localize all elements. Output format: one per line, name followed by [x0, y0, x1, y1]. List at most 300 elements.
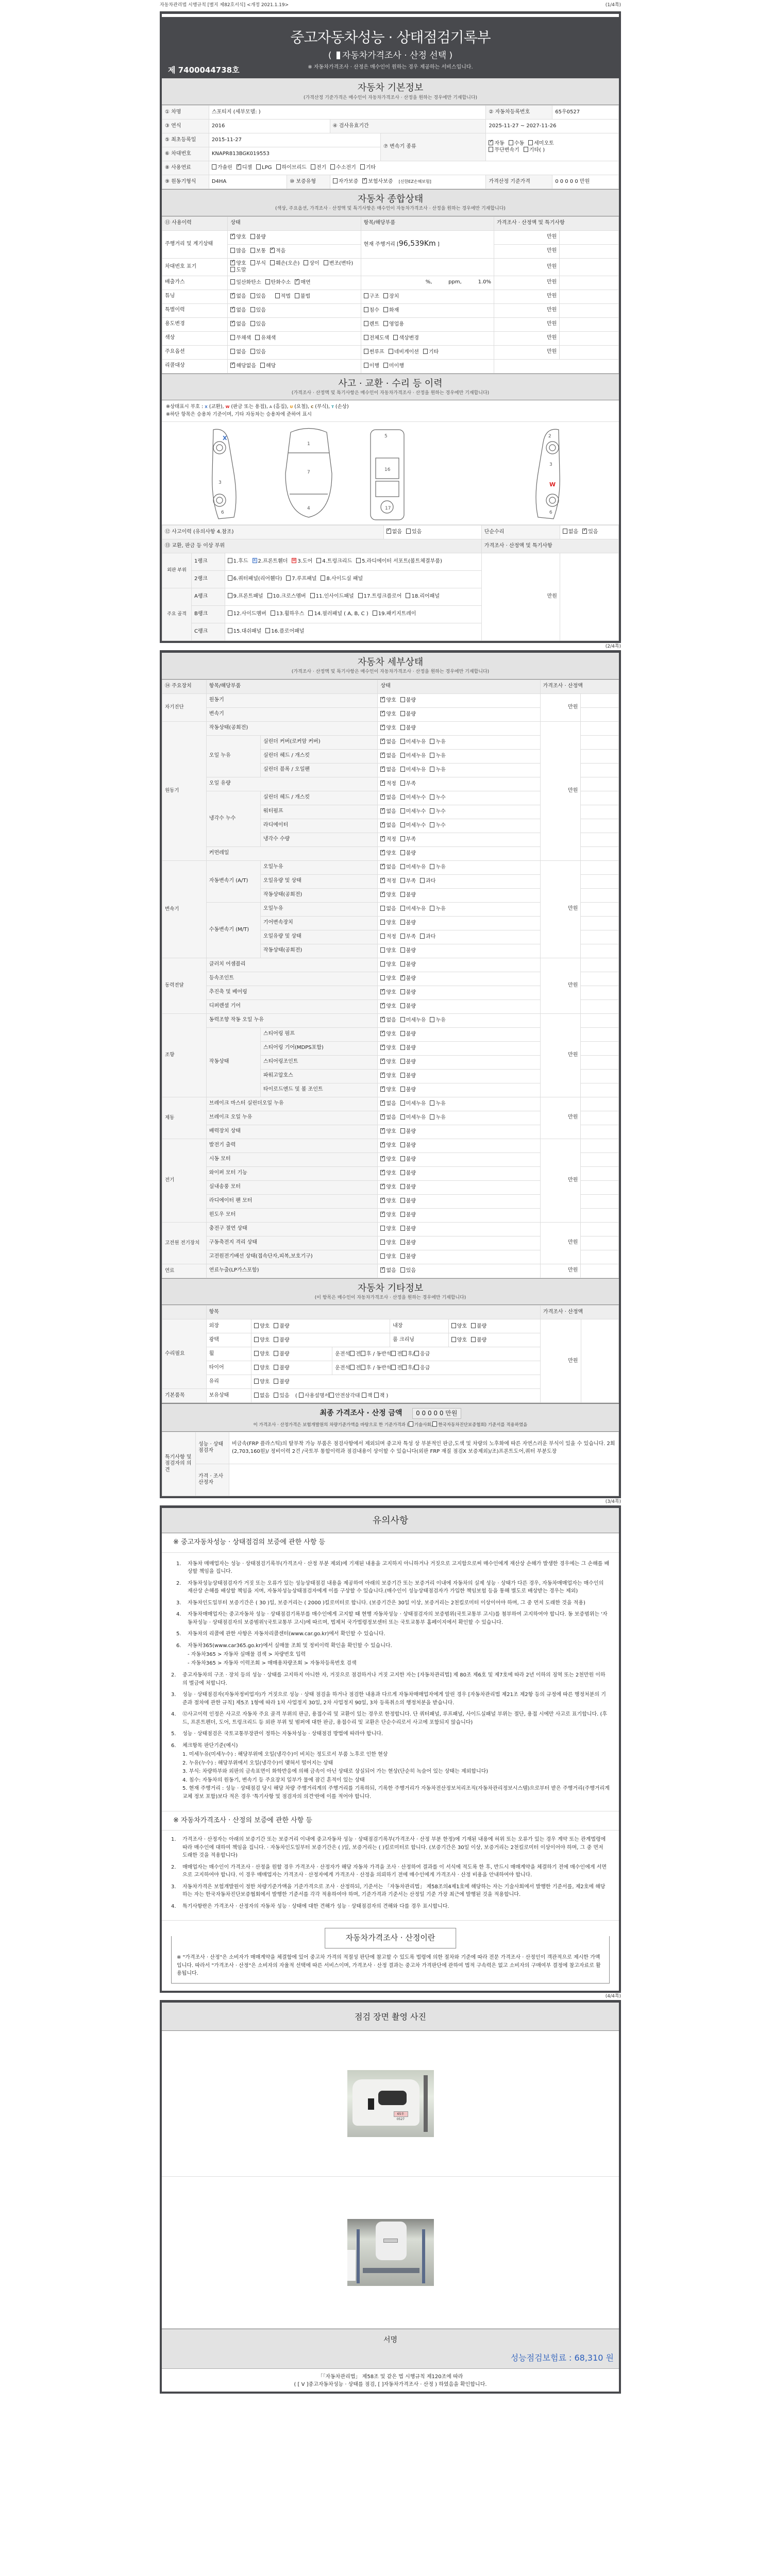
checkbox[interactable] — [400, 1142, 405, 1147]
checkbox[interactable] — [380, 808, 385, 814]
checkbox[interactable] — [400, 753, 405, 758]
price-cell[interactable] — [560, 276, 619, 290]
notice-number: 3. — [171, 1692, 176, 1698]
option-label: 적음 — [276, 248, 286, 254]
checkbox[interactable] — [380, 1198, 385, 1203]
price-cell[interactable] — [581, 1166, 619, 1180]
price-cell[interactable] — [581, 833, 619, 846]
price-cell[interactable] — [581, 1055, 619, 1069]
checkbox[interactable] — [400, 961, 405, 967]
detail-row — [162, 1222, 619, 1236]
checkbox[interactable] — [400, 794, 405, 800]
checkbox[interactable] — [400, 1156, 405, 1161]
checkbox[interactable] — [286, 575, 291, 581]
checkbox[interactable] — [400, 864, 405, 869]
paren-close: ) — [449, 50, 453, 61]
checkbox[interactable] — [254, 1337, 259, 1342]
checkbox[interactable] — [400, 739, 405, 744]
checkbox[interactable] — [230, 260, 235, 265]
checkbox[interactable] — [228, 611, 232, 616]
checkbox[interactable] — [350, 1351, 355, 1356]
checkbox[interactable] — [250, 248, 255, 253]
checkbox[interactable] — [400, 1031, 405, 1036]
checkbox[interactable] — [228, 558, 232, 563]
checkbox[interactable] — [409, 1421, 413, 1427]
checkbox[interactable] — [389, 349, 393, 354]
checkbox[interactable] — [380, 1031, 385, 1036]
checkbox[interactable] — [400, 878, 405, 883]
device-group: 조향 — [162, 1013, 207, 1097]
checkbox[interactable] — [364, 321, 368, 326]
checkbox[interactable] — [430, 1100, 434, 1106]
checkbox[interactable] — [324, 260, 328, 265]
checkbox[interactable] — [400, 1184, 405, 1189]
checkbox[interactable] — [430, 739, 434, 744]
checkbox[interactable] — [254, 1351, 259, 1356]
checkbox[interactable] — [230, 234, 235, 239]
checkbox[interactable] — [430, 906, 434, 911]
checkbox[interactable] — [400, 808, 405, 814]
checkbox[interactable] — [380, 1059, 385, 1064]
checkbox[interactable] — [230, 293, 235, 298]
checkbox[interactable] — [321, 575, 325, 581]
checkbox[interactable] — [380, 739, 385, 744]
checkbox[interactable] — [380, 1240, 385, 1245]
checkbox[interactable] — [274, 1365, 278, 1370]
checkbox[interactable] — [364, 293, 368, 298]
checkbox[interactable] — [361, 1365, 365, 1370]
checkbox[interactable] — [330, 164, 335, 170]
price-cell[interactable] — [581, 999, 619, 1013]
checkbox[interactable] — [250, 307, 255, 312]
checkbox[interactable] — [274, 1393, 278, 1398]
unit: 만원 — [540, 721, 581, 860]
price-cell[interactable] — [581, 791, 619, 805]
price-cell[interactable] — [560, 290, 619, 303]
checkbox[interactable] — [383, 363, 388, 368]
checkbox[interactable] — [380, 1003, 385, 1008]
checkbox[interactable] — [250, 321, 255, 326]
checkbox[interactable] — [471, 1337, 476, 1342]
checkbox[interactable] — [380, 989, 385, 994]
price-cell[interactable] — [581, 707, 619, 721]
checkbox[interactable] — [237, 164, 241, 170]
checkbox[interactable] — [364, 307, 368, 312]
price-cell[interactable] — [581, 1013, 619, 1027]
checkbox[interactable] — [360, 164, 365, 170]
checkbox[interactable] — [406, 593, 410, 598]
price-cell[interactable] — [581, 1208, 619, 1222]
checkbox[interactable] — [400, 1170, 405, 1175]
checkbox[interactable] — [430, 864, 434, 869]
checkbox[interactable] — [380, 1017, 385, 1022]
price-cell[interactable] — [581, 1139, 619, 1153]
checkbox[interactable] — [350, 1365, 355, 1370]
checkbox[interactable] — [333, 178, 338, 183]
price-cell[interactable] — [560, 244, 619, 258]
sub-group: 수동변속기 (M/T) — [206, 902, 260, 958]
price-cell[interactable] — [581, 888, 619, 902]
price-cell[interactable] — [581, 819, 619, 833]
checkbox[interactable] — [265, 279, 270, 284]
checkbox[interactable] — [380, 1170, 385, 1175]
checkbox[interactable] — [400, 1003, 405, 1008]
checkbox[interactable] — [380, 1267, 385, 1273]
checkbox[interactable] — [230, 279, 235, 284]
checkbox[interactable] — [299, 1393, 304, 1398]
checkbox[interactable] — [364, 349, 368, 354]
option-label: 일산화탄소 — [236, 279, 261, 285]
checkbox[interactable] — [400, 836, 405, 841]
checkbox[interactable] — [250, 234, 255, 239]
checkbox[interactable] — [275, 293, 280, 298]
checkbox[interactable] — [383, 307, 388, 312]
checkbox[interactable] — [380, 1212, 385, 1217]
checkbox[interactable] — [228, 628, 232, 633]
checkbox[interactable] — [383, 293, 388, 298]
checkbox[interactable] — [430, 1114, 434, 1120]
price-cell[interactable] — [581, 1264, 619, 1278]
checkbox[interactable] — [430, 767, 434, 772]
vin-label: ⑥ 차대번호 — [162, 147, 209, 161]
checkbox[interactable] — [393, 335, 398, 340]
checkbox[interactable] — [267, 593, 272, 598]
checkbox[interactable] — [432, 1421, 437, 1427]
checkbox[interactable] — [254, 1379, 259, 1384]
checkbox[interactable] — [563, 529, 567, 534]
checkbox[interactable] — [380, 947, 385, 953]
checkbox[interactable] — [430, 753, 434, 758]
checkbox[interactable] — [528, 140, 533, 145]
checkbox[interactable] — [400, 906, 405, 911]
item-label: 오일유량 및 상태 — [260, 930, 378, 944]
checkbox[interactable] — [311, 164, 315, 170]
checkbox[interactable] — [406, 529, 411, 534]
checkbox[interactable] — [364, 363, 368, 368]
checkbox[interactable] — [414, 1365, 419, 1370]
checkbox[interactable] — [380, 961, 385, 967]
checkbox[interactable] — [451, 1337, 456, 1342]
checkbox[interactable] — [430, 794, 434, 800]
checkbox[interactable] — [270, 260, 275, 265]
legend-symbol: U — [290, 405, 293, 410]
checkbox[interactable] — [383, 321, 388, 326]
option-label: 기타( ) — [529, 147, 545, 154]
price-cell[interactable] — [581, 777, 619, 791]
checkbox[interactable] — [400, 1267, 405, 1273]
price-cell[interactable] — [560, 553, 618, 640]
checkbox[interactable] — [250, 349, 255, 354]
price-cell[interactable] — [581, 1083, 619, 1097]
price-cell[interactable] — [581, 902, 619, 916]
price-cell[interactable] — [581, 763, 619, 777]
price-cell[interactable] — [581, 986, 619, 999]
checkbox[interactable] — [400, 697, 405, 702]
checkbox[interactable] — [256, 164, 261, 170]
checkbox[interactable] — [489, 140, 493, 145]
price-cell[interactable] — [581, 958, 619, 972]
price-cell[interactable] — [581, 721, 619, 735]
checkbox[interactable] — [420, 934, 425, 939]
price-cell[interactable] — [581, 693, 619, 707]
checkbox[interactable] — [230, 363, 235, 368]
checkbox[interactable] — [400, 1240, 405, 1245]
checkbox[interactable] — [230, 307, 235, 312]
checkbox[interactable] — [400, 1226, 405, 1231]
checkbox[interactable] — [260, 363, 265, 368]
price-cell[interactable] — [581, 1097, 619, 1111]
price-cell[interactable] — [560, 345, 619, 359]
option — [230, 267, 246, 273]
option — [400, 1240, 416, 1246]
checkbox[interactable] — [400, 1253, 405, 1259]
checkbox[interactable] — [310, 593, 315, 598]
option — [400, 1212, 416, 1218]
notice-text: 성능 · 상태점검은 국토교통부장관이 정하는 자동차성능 · 상태점검 방법에 따라야 합니다. — [182, 1731, 383, 1737]
price-cell[interactable] — [560, 331, 619, 345]
price-cell[interactable] — [560, 317, 619, 331]
checkbox[interactable] — [400, 1017, 405, 1022]
checkbox[interactable] — [356, 558, 361, 563]
checkbox[interactable] — [255, 335, 260, 340]
checkbox[interactable] — [400, 1212, 405, 1217]
unit: 만원 — [540, 1264, 581, 1278]
option-label: 가솔린 — [217, 165, 232, 171]
checkbox[interactable] — [358, 593, 363, 598]
checkbox[interactable] — [380, 725, 385, 730]
option-label: 없음 — [386, 1267, 396, 1274]
checkbox[interactable] — [295, 279, 299, 284]
checkbox[interactable] — [402, 1351, 407, 1356]
checkbox[interactable] — [362, 1393, 366, 1398]
checkbox[interactable] — [430, 808, 434, 814]
price-cell[interactable] — [581, 749, 619, 763]
unit: 만원 — [494, 317, 560, 331]
checkbox[interactable] — [380, 697, 385, 702]
checkbox[interactable] — [400, 1045, 405, 1050]
price-cell[interactable] — [581, 1222, 619, 1236]
checkbox[interactable] — [380, 822, 385, 827]
option — [420, 934, 435, 940]
checkbox[interactable] — [380, 753, 385, 758]
checkbox[interactable] — [524, 147, 528, 152]
item-state — [378, 930, 540, 944]
option — [380, 948, 396, 954]
option — [400, 795, 426, 801]
checkbox[interactable] — [400, 822, 405, 827]
checkbox[interactable] — [380, 1253, 385, 1259]
checkbox[interactable] — [400, 947, 405, 953]
price-cell[interactable] — [581, 1125, 619, 1139]
price-cell[interactable] — [560, 230, 619, 244]
checkbox[interactable] — [230, 321, 235, 326]
checkbox[interactable] — [380, 711, 385, 716]
checkbox[interactable] — [380, 1087, 385, 1092]
checkbox[interactable] — [308, 611, 313, 616]
checkbox[interactable] — [471, 1323, 476, 1328]
price-cell[interactable] — [581, 1027, 619, 1041]
checkbox[interactable] — [380, 1045, 385, 1050]
checkbox[interactable] — [228, 575, 232, 581]
checkbox[interactable] — [274, 1351, 278, 1356]
checkbox[interactable] — [400, 920, 405, 925]
price-cell[interactable] — [581, 1111, 619, 1125]
checkbox[interactable] — [250, 260, 255, 265]
checkbox[interactable] — [380, 767, 385, 772]
checkbox[interactable] — [391, 1365, 396, 1370]
checkbox[interactable] — [380, 906, 385, 911]
price-cell[interactable] — [581, 1069, 619, 1083]
checkbox[interactable] — [364, 335, 368, 340]
checkbox[interactable] — [380, 1156, 385, 1161]
checkbox[interactable] — [400, 1073, 405, 1078]
checkbox[interactable] — [414, 1351, 419, 1356]
price-cell[interactable] — [581, 860, 619, 874]
checkbox[interactable] — [374, 1393, 379, 1398]
price-cell[interactable] — [581, 735, 619, 749]
checkbox[interactable] — [400, 1059, 405, 1064]
checkbox[interactable] — [254, 1365, 259, 1370]
checkbox[interactable] — [420, 878, 425, 883]
price-cell[interactable] — [581, 1319, 618, 1403]
checkbox[interactable] — [380, 1128, 385, 1133]
item-label: 오일 유량 — [206, 777, 378, 791]
price-cell[interactable] — [581, 1153, 619, 1166]
price-cell[interactable] — [581, 1236, 619, 1250]
checkbox[interactable] — [230, 248, 235, 253]
checkbox[interactable] — [274, 1323, 278, 1328]
checkbox[interactable] — [386, 529, 391, 534]
checkbox[interactable] — [400, 892, 405, 897]
svg-text:7: 7 — [307, 469, 310, 475]
checkbox[interactable] — [380, 975, 385, 980]
price-cell[interactable] — [581, 916, 619, 930]
checkbox[interactable] — [274, 1379, 278, 1384]
checkbox[interactable] — [400, 1087, 405, 1092]
checkbox[interactable] — [271, 611, 275, 616]
checkbox[interactable] — [400, 934, 405, 939]
checkbox[interactable] — [430, 822, 434, 827]
checkbox[interactable] — [489, 147, 493, 152]
checkbox[interactable] — [250, 293, 255, 298]
notice-item — [176, 1560, 610, 1576]
checkbox[interactable] — [380, 1114, 385, 1120]
checkbox[interactable] — [270, 248, 275, 253]
checkbox[interactable] — [582, 529, 587, 534]
checkbox[interactable] — [400, 975, 405, 980]
checkbox[interactable] — [430, 1017, 434, 1022]
option — [400, 920, 416, 926]
checkbox[interactable] — [292, 558, 296, 563]
price-cell[interactable] — [581, 1250, 619, 1264]
checkbox[interactable] — [380, 781, 385, 786]
item-state — [378, 1083, 540, 1097]
checkbox[interactable] — [380, 850, 385, 855]
checkbox[interactable] — [380, 1184, 385, 1189]
checkbox[interactable] — [380, 892, 385, 897]
price-cell[interactable] — [581, 874, 619, 888]
checkbox[interactable] — [265, 628, 270, 633]
checkbox[interactable] — [400, 1198, 405, 1203]
item-label: 추진축 및 베어링 — [206, 986, 378, 999]
checkbox[interactable] — [361, 1351, 365, 1356]
checkbox[interactable] — [228, 593, 232, 598]
checkbox[interactable] — [380, 1100, 385, 1106]
checkbox[interactable] — [329, 1393, 334, 1398]
checkbox[interactable] — [373, 611, 377, 616]
price-cell[interactable] — [560, 303, 619, 317]
checkbox[interactable] — [316, 558, 321, 563]
checkbox[interactable] — [400, 781, 405, 786]
checkbox[interactable] — [254, 1323, 259, 1328]
checkbox[interactable] — [380, 878, 385, 883]
checkbox[interactable] — [509, 140, 513, 145]
checkbox[interactable] — [380, 920, 385, 925]
price-cell[interactable] — [581, 1041, 619, 1055]
price-cell[interactable] — [560, 258, 619, 276]
checkbox[interactable] — [400, 1114, 405, 1120]
checkbox[interactable] — [380, 836, 385, 841]
checkbox[interactable] — [230, 267, 235, 272]
checkbox[interactable] — [304, 260, 308, 265]
checkbox[interactable] — [400, 1100, 405, 1106]
checkbox[interactable] — [423, 349, 428, 354]
price-cell[interactable] — [581, 972, 619, 986]
checkbox[interactable] — [295, 293, 299, 298]
price-cell[interactable] — [581, 930, 619, 944]
checkbox[interactable] — [451, 1323, 456, 1328]
checkbox[interactable] — [400, 1128, 405, 1133]
price-cell[interactable] — [581, 1180, 619, 1194]
checkbox[interactable] — [400, 725, 405, 730]
checkbox[interactable] — [276, 164, 281, 170]
checkbox[interactable] — [400, 989, 405, 994]
inspection-photo-rear[interactable] — [347, 2219, 434, 2286]
checkbox[interactable] — [400, 711, 405, 716]
detail-row — [162, 721, 619, 735]
checkbox[interactable] — [274, 1337, 278, 1342]
checkbox[interactable] — [391, 1351, 396, 1356]
inspection-photo-front[interactable] — [347, 2070, 434, 2137]
checkbox[interactable] — [230, 349, 235, 354]
checkbox[interactable] — [380, 1073, 385, 1078]
price-cell[interactable] — [581, 944, 619, 958]
checkbox[interactable] — [254, 1393, 259, 1398]
checkbox[interactable] — [212, 164, 216, 170]
notice-subitem: 5. 현재 주행거리 : 성능 · 상태점검 당시 해당 차량 주행거리계의 주행거리를 기록하되, 기록한 주행거리가 자동차전산정보처리조직(자동차관리정보시스템)으로부터 받은 주행거리(주행거리계 교체 정보 포함)보다 적은 경우 '특기사항 및 점검자의 의견'란에 이를 적어야 합니다. — [182, 1786, 610, 1800]
device-group: 연료 — [162, 1264, 207, 1278]
checkbox[interactable] — [400, 767, 405, 772]
option — [380, 1073, 396, 1079]
checkbox[interactable] — [380, 1142, 385, 1147]
price-cell[interactable] — [581, 805, 619, 819]
option — [380, 1045, 396, 1051]
checkbox[interactable] — [380, 794, 385, 800]
checkbox[interactable] — [230, 335, 235, 340]
item-label: 등속조인트 — [206, 972, 378, 986]
price-cell[interactable] — [581, 1194, 619, 1208]
checkbox[interactable] — [380, 864, 385, 869]
checkbox[interactable] — [253, 558, 257, 563]
price-cell[interactable] — [581, 846, 619, 860]
option — [373, 611, 416, 617]
checkbox[interactable] — [402, 1365, 407, 1370]
checkbox[interactable] — [380, 934, 385, 939]
option-label: 부족 — [406, 934, 416, 940]
checkbox[interactable] — [380, 1226, 385, 1231]
checkbox[interactable] — [362, 178, 367, 183]
checkbox[interactable] — [400, 850, 405, 855]
